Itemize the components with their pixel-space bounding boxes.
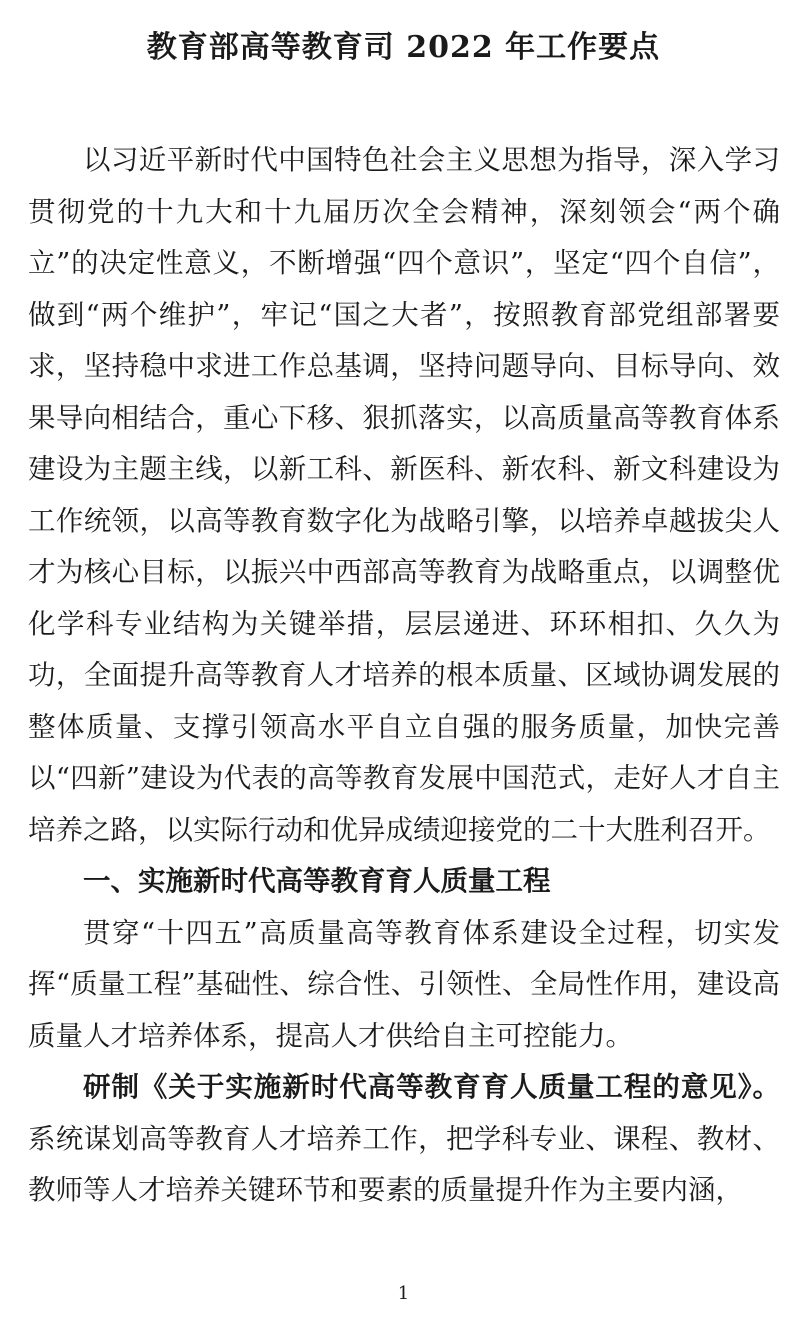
section-item-lead: 研制《关于实施新时代高等教育育人质量工程的意见》。 (83, 1071, 780, 1103)
document-body (28, 135, 780, 1217)
page-number: 1 (397, 1283, 410, 1304)
document-title: 教育部高等教育司 2022 年工作要点 (146, 30, 661, 65)
intro-paragraph: 以习近平新时代中国特色社会主义思想为指导，深入学习贯彻党的十九大和十九届历次全会精神，深刻领会“两个确立”的决定性意义，不断增强“四个意识”，坚定“四个自信”，做到“两个维护”，牢记“国之大者”，按照教育部党组部署要求，坚持稳中求进工作总基调，坚持问题导向、目标导向、效果导向相结合，重心下移、狠抓落实，以高质量高等教育体系建设为主题主线，以新工科、新医科、新农科、新文科建设为工作统领，以高等教育数字化为战略引擎，以培养卓越拔尖人才为核心目标，以振兴中西部高等教育为战略重点，以调整优化学科专业结构为关键举措，层层递进、环环相扣、久久为功，全面提升高等教育人才培养的根本质量、区域协调发展的整体质量、支撑引领高水平自立自强的服务质量，加快完善以“四新”建设为代表的高等教育发展中国范式，走好人才自主培养之路，以实际行动和优异成绩迎接党的二十大胜利召开。 (28, 144, 780, 846)
section-item-text: 系统谋划高等教育人才培养工作，把学科专业、课程、教材、教师等人才培养关键环节和要素的质量提升作为主要内涵， (28, 1122, 780, 1206)
section-item-paragraph (28, 1062, 780, 1217)
section-heading: 一、实施新时代高等教育育人质量工程 (83, 865, 551, 897)
section-paragraph: 贯穿“十四五”高质量高等教育体系建设全过程，切实发挥“质量工程”基础性、综合性、引领性、全局性作用，建设高质量人才培养体系，提高人才供给自主可控能力。 (28, 916, 780, 1052)
